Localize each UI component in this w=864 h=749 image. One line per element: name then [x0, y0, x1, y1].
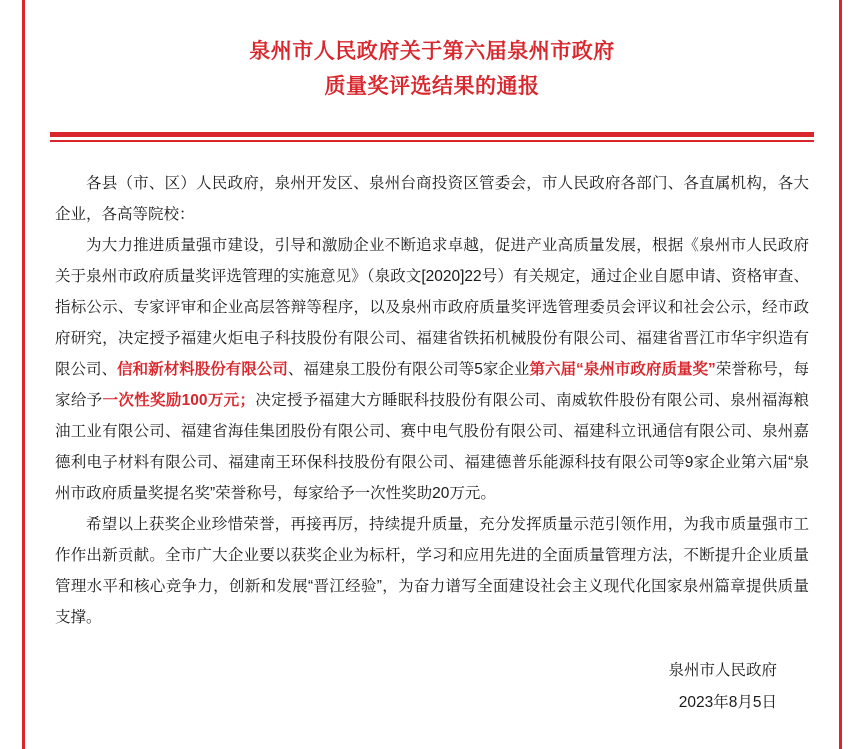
- divider-thin-rule: [50, 140, 814, 142]
- body-text-run: 、福建泉工股份有限公司等5家企业: [287, 360, 530, 378]
- signature-issuer: 泉州市人民政府: [668, 661, 777, 679]
- right-red-rule: [839, 0, 842, 749]
- document-content: [25, 0, 839, 749]
- body-text-run: 荣誉称号，每家给予: [55, 360, 809, 409]
- title-divider: [47, 132, 817, 142]
- signature-block: [47, 655, 817, 719]
- highlighted-text: 一次性奖励100万元；: [102, 391, 255, 409]
- signature-date: 2023年8月5日: [678, 693, 777, 711]
- paragraph-exhortation: [55, 509, 809, 633]
- highlighted-text: 信和新材料股份有限公司: [117, 360, 288, 378]
- body-text-run: 决定授予福建大方睡眠科技股份有限公司、南威软件股份有限公司、泉州福海粮油工业有限公司、福建省海佳集团股份有限公司、赛中电气股份有限公司、福建科立讯通信有限公司、泉州嘉德利电子材料有限公司、福建南王环保科技股份有限公司、福建德普乐能源科技有限公司等9家企业第六届“泉州市政府质量奖提名奖”荣誉称号，每家给予一次性奖助20万元。: [55, 391, 809, 502]
- page-title: [47, 0, 817, 104]
- body-text-run: 为大力推进质量强市建设，引导和激励企业不断追求卓越，促进产业高质量发展，根据《泉州市人民政府关于泉州市政府质量奖评选管理的实施意见》（泉政文[2020]22号）有关规定，通过企业自愿申请、资格审查、指标公示、专家评审和企业高层答辩等程序，以及泉州市政府质量奖评选管理委员会评议和社会公示，经市政府研究，决定授予福建火炬电子科技股份有限公司、福建省铁拓机械股份有限公司、福建省晋江市华宇织造有限公司、: [55, 236, 809, 378]
- body-text-run: 希望以上获奖企业珍惜荣誉，再接再厉，持续提升质量，充分发挥质量示范引领作用，为我市质量强市工作作出新贡献。全市广大企业要以获奖企业为标杆，学习和应用先进的全面质量管理方法，不断提升企业质量管理水平和核心竞争力，创新和发展“晋江经验”，为奋力谱写全面建设社会主义现代化国家泉州篇章提供质量支撑。: [55, 515, 809, 626]
- page-title-line-2: 质量奖评选结果的通报: [324, 75, 540, 98]
- document-body: [47, 168, 817, 633]
- paragraph-addressees: [55, 168, 809, 230]
- paragraph-decision: [55, 230, 809, 509]
- page-title-line-1: 泉州市人民政府关于第六届泉州市政府: [249, 40, 615, 63]
- body-text-run: 各县（市、区）人民政府，泉州开发区、泉州台商投资区管委会，市人民政府各部门、各直属机构，各大企业，各高等院校：: [55, 174, 809, 223]
- highlighted-text: 第六届“泉州市政府质量奖”: [529, 360, 716, 378]
